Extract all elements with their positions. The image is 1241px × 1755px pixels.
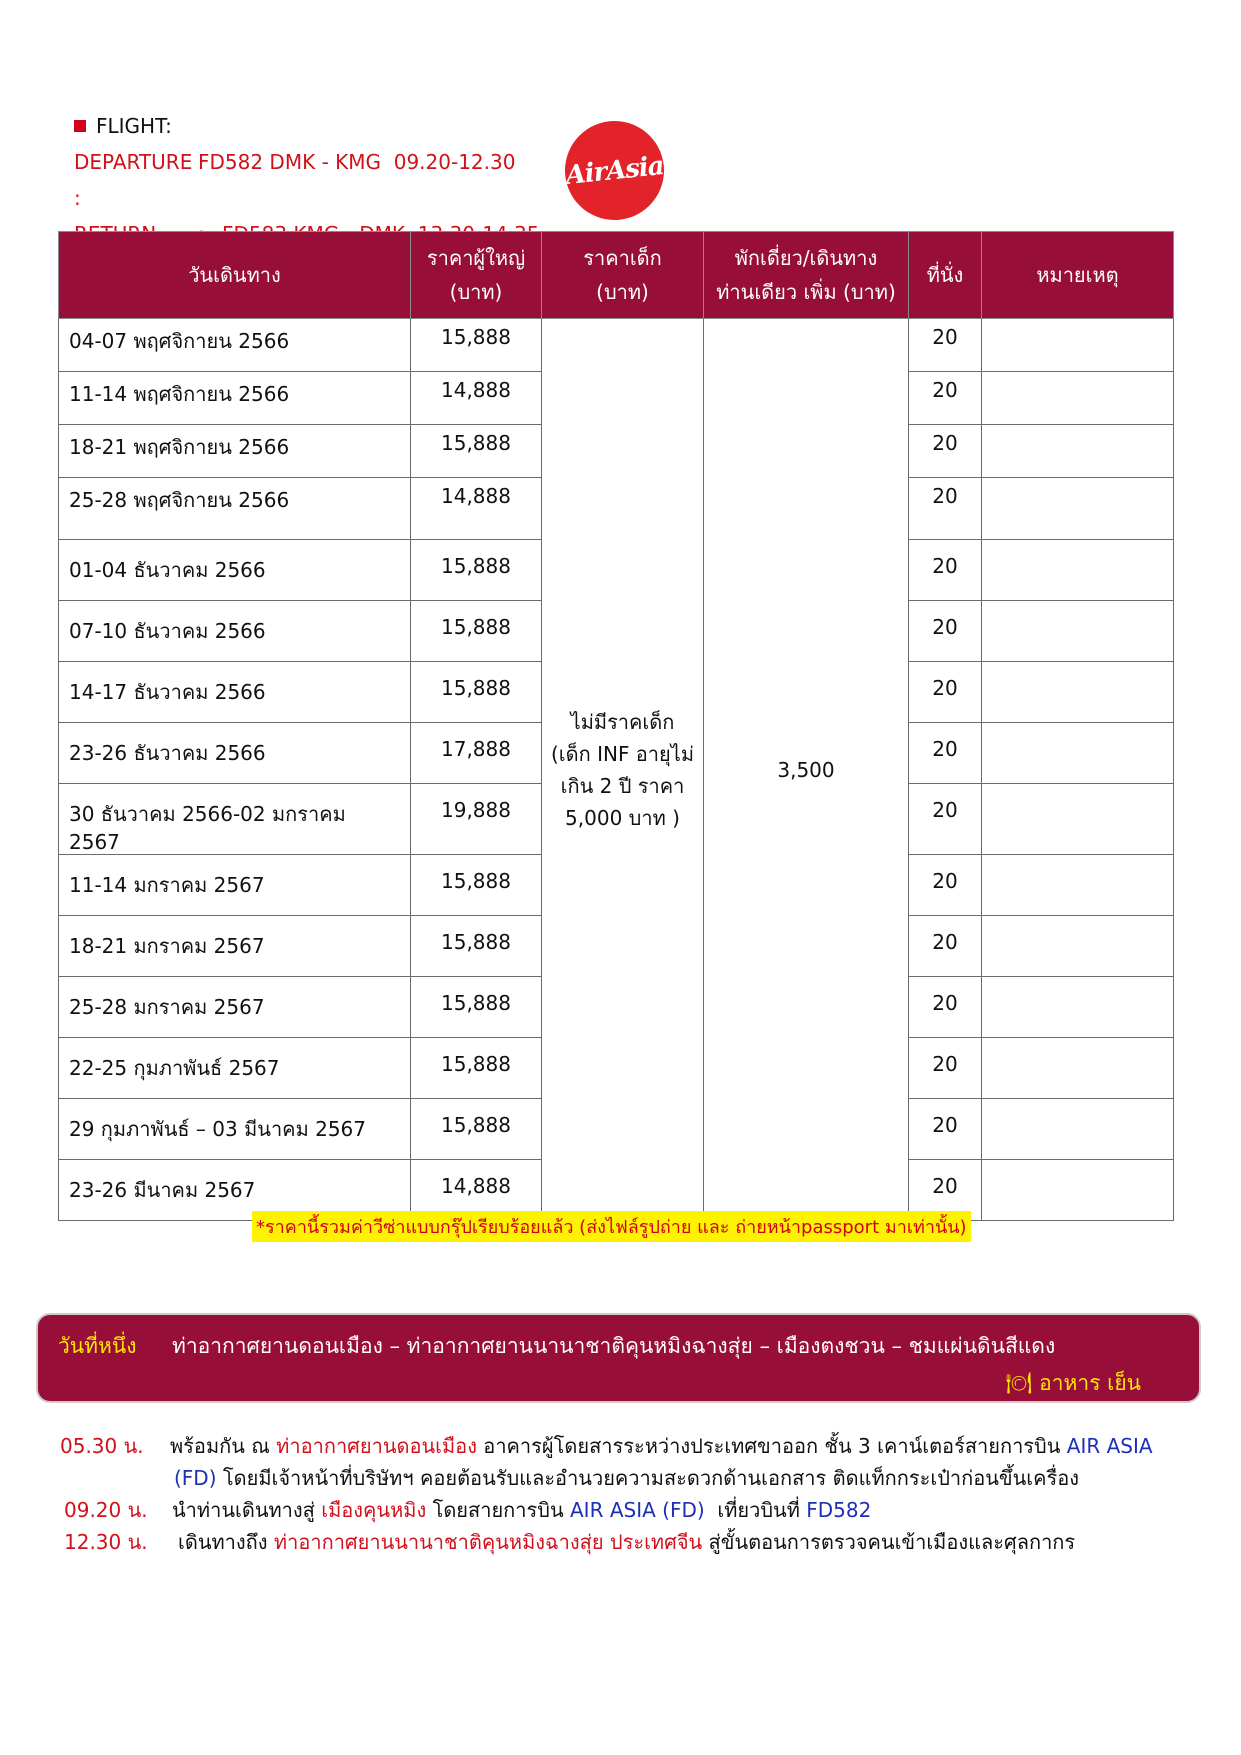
- meal-label: อาหาร เย็น: [1039, 1371, 1141, 1395]
- adult-price-cell: 14,888: [411, 372, 542, 425]
- remarks-cell: [982, 723, 1174, 784]
- date-cell: 11-14 พฤศจิกายน 2566: [59, 372, 411, 425]
- seats-cell: 20: [909, 662, 982, 723]
- itinerary-time-2: 09.20 น.: [64, 1498, 148, 1522]
- flight-heading-row: [74, 108, 539, 144]
- date-cell: 18-21 พฤศจิกายน 2566: [59, 425, 411, 478]
- departure-row: [74, 144, 539, 216]
- seats-cell: 20: [909, 855, 982, 916]
- adult-price-cell: 15,888: [411, 855, 542, 916]
- seats-cell: 20: [909, 425, 982, 478]
- date-cell: 01-04 ธันวาคม 2566: [59, 540, 411, 601]
- day-label: วันที่หนึ่ง: [58, 1334, 137, 1358]
- seats-cell: 20: [909, 319, 982, 372]
- date-cell: 30 ธันวาคม 2566-02 มกราคม 2567: [59, 784, 411, 855]
- itinerary-airline: AIR ASIA (FD): [570, 1498, 705, 1522]
- header-adult-price: ราคาผู้ใหญ่ (บาท): [411, 232, 542, 319]
- meal-info: [1006, 1367, 1141, 1400]
- seats-cell: 20: [909, 478, 982, 540]
- itinerary-line-3: [172, 1494, 871, 1526]
- adult-price-cell: 15,888: [411, 1099, 542, 1160]
- remarks-cell: [982, 1160, 1174, 1221]
- adult-price-cell: 15,888: [411, 977, 542, 1038]
- seats-cell: 20: [909, 601, 982, 662]
- departure-label: DEPARTURE :: [74, 150, 193, 210]
- single-supplement-cell: 3,500: [704, 319, 909, 1221]
- itinerary-line-1: [170, 1430, 1153, 1462]
- itinerary-text: เที่ยวบินที่: [704, 1498, 807, 1522]
- header-remarks: หมายเหตุ: [982, 232, 1174, 319]
- remarks-cell: [982, 478, 1174, 540]
- header-date: วันเดินทาง: [59, 232, 411, 319]
- adult-price-cell: 17,888: [411, 723, 542, 784]
- day-route: ท่าอากาศยานดอนเมือง – ท่าอากาศยานนานาชาติคุนหมิงฉางสุ่ย – เมืองตงชวน – ชมแผ่นดินสีแดง: [172, 1334, 1056, 1358]
- remarks-cell: [982, 319, 1174, 372]
- adult-price-cell: 15,888: [411, 1038, 542, 1099]
- adult-price-cell: 15,888: [411, 916, 542, 977]
- table-header-row: [59, 232, 1174, 319]
- itinerary-line-4: [178, 1526, 1075, 1558]
- adult-price-cell: 15,888: [411, 601, 542, 662]
- date-cell: 14-17 ธันวาคม 2566: [59, 662, 411, 723]
- date-cell: 23-26 ธันวาคม 2566: [59, 723, 411, 784]
- header-single-supplement: พักเดี่ยว/เดินทาง ท่านเดียว เพิ่ม (บาท): [704, 232, 909, 319]
- remarks-cell: [982, 784, 1174, 855]
- plate-icon: 🍽: [1005, 1371, 1033, 1395]
- date-cell: 29 กุมภาพันธ์ – 03 มีนาคม 2567: [59, 1099, 411, 1160]
- seats-cell: 20: [909, 977, 982, 1038]
- date-cell: 07-10 ธันวาคม 2566: [59, 601, 411, 662]
- seats-cell: 20: [909, 916, 982, 977]
- adult-price-cell: 19,888: [411, 784, 542, 855]
- price-note: *ราคานี้รวมค่าวีซ่าแบบกรุ๊ปเรียบร้อยแล้ว (ส่งไฟล์รูปถ่าย และ ถ่ายหน้าpassport มาเท่านั้น): [252, 1211, 971, 1242]
- date-cell: 11-14 มกราคม 2567: [59, 855, 411, 916]
- remarks-cell: [982, 916, 1174, 977]
- date-cell: 23-26 มีนาคม 2567: [59, 1160, 411, 1221]
- departure-value: FD582 DMK - KMG 09.20-12.30: [198, 150, 516, 174]
- itinerary-place: ท่าอากาศยานนานาชาติคุนหมิงฉางสุ่ย ประเทศจีน: [273, 1530, 703, 1554]
- itinerary-text: โดยมีเจ้าหน้าที่บริษัทฯ คอยต้อนรับและอำนวยความสะดวกด้านเอกสาร ติดแท็กกระเป๋าก่อนขึ้นเครื่อง: [216, 1466, 1079, 1490]
- airasia-logo: AirAsia: [560, 116, 669, 225]
- itinerary-text: อาคารผู้โดยสารระหว่างประเทศขาออก ชั้น 3 เคาน์เตอร์สายการบิน: [476, 1434, 1067, 1458]
- itinerary-text: โดยสายการบิน: [426, 1498, 570, 1522]
- adult-price-cell: 14,888: [411, 1160, 542, 1221]
- remarks-cell: [982, 855, 1174, 916]
- remarks-cell: [982, 662, 1174, 723]
- remarks-cell: [982, 977, 1174, 1038]
- date-cell: 25-28 มกราคม 2567: [59, 977, 411, 1038]
- itinerary-text: เดินทางถึง: [178, 1530, 274, 1554]
- itinerary-flight-no: FD582: [806, 1498, 872, 1522]
- remarks-cell: [982, 372, 1174, 425]
- remarks-cell: [982, 1038, 1174, 1099]
- seats-cell: 20: [909, 1099, 982, 1160]
- bullet-square-icon: [74, 120, 86, 132]
- date-cell: 25-28 พฤศจิกายน 2566: [59, 478, 411, 540]
- adult-price-cell: 15,888: [411, 425, 542, 478]
- adult-price-cell: 15,888: [411, 319, 542, 372]
- table-row: [59, 319, 1174, 372]
- itinerary-time-1: 05.30 น.: [60, 1434, 144, 1458]
- seats-cell: 20: [909, 540, 982, 601]
- itinerary-time-3: 12.30 น.: [64, 1530, 148, 1554]
- itinerary-airline-code: (FD): [174, 1466, 217, 1490]
- child-price-cell: ไม่มีราคเด็ก (เด็ก INF อายุไม่ เกิน 2 ปี ราคา 5,000 บาท ): [542, 319, 704, 1221]
- itinerary-text: นำท่านเดินทางสู่: [172, 1498, 322, 1522]
- itinerary-text: พร้อมกัน ณ: [170, 1434, 277, 1458]
- itinerary-line-2: [174, 1462, 1079, 1494]
- adult-price-cell: 15,888: [411, 540, 542, 601]
- itinerary-place: ท่าอากาศยานดอนเมือง: [276, 1434, 477, 1458]
- flight-heading: FLIGHT:: [96, 114, 172, 138]
- day-banner: [36, 1313, 1201, 1403]
- header-seats: ที่นั่ง: [909, 232, 982, 319]
- itinerary-text: สู่ขั้นตอนการตรวจคนเข้าเมืองและศุลกากร: [702, 1530, 1076, 1554]
- adult-price-cell: 14,888: [411, 478, 542, 540]
- seats-cell: 20: [909, 784, 982, 855]
- price-table: [58, 231, 1174, 1221]
- remarks-cell: [982, 425, 1174, 478]
- remarks-cell: [982, 540, 1174, 601]
- seats-cell: 20: [909, 1038, 982, 1099]
- adult-price-cell: 15,888: [411, 662, 542, 723]
- seats-cell: 20: [909, 372, 982, 425]
- seats-cell: 20: [909, 723, 982, 784]
- seats-cell: 20: [909, 1160, 982, 1221]
- remarks-cell: [982, 1099, 1174, 1160]
- date-cell: 18-21 มกราคม 2567: [59, 916, 411, 977]
- remarks-cell: [982, 601, 1174, 662]
- header-child-price: ราคาเด็ก (บาท): [542, 232, 704, 319]
- table-body: [59, 319, 1174, 1221]
- itinerary-airline: AIR ASIA: [1066, 1434, 1153, 1458]
- date-cell: 22-25 กุมภาพันธ์ 2567: [59, 1038, 411, 1099]
- date-cell: 04-07 พฤศจิกายน 2566: [59, 319, 411, 372]
- itinerary-place: เมืองคุนหมิง: [321, 1498, 427, 1522]
